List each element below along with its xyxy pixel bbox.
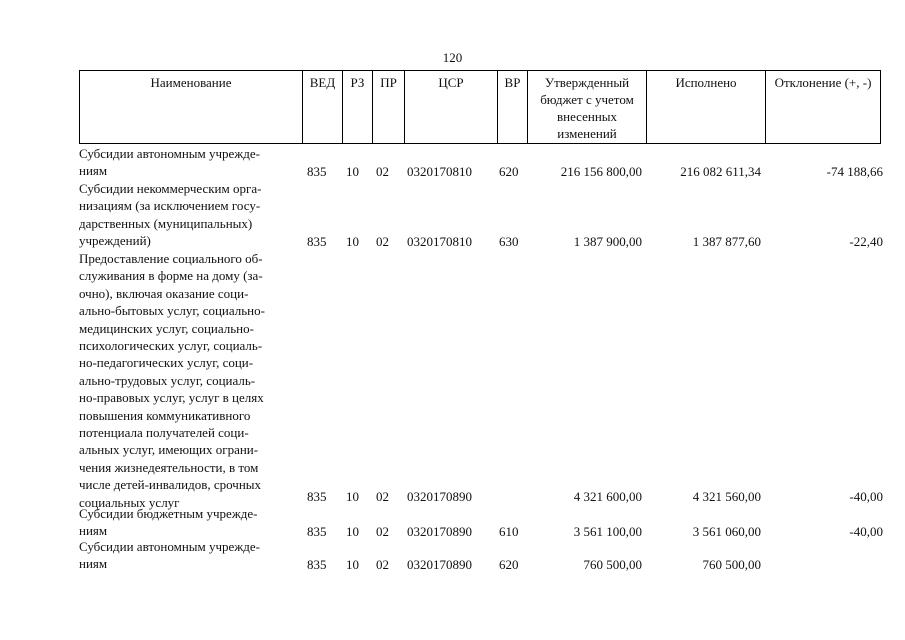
- row-budget: 216 156 800,00: [560, 163, 642, 179]
- row-rz: 10: [346, 163, 359, 179]
- row-name: Предоставление социального об- служивания в форме на дому (за- очно), включая оказание соци- ально-бытовых услуг, социально- медицинских услуг, социально- психологических услуг, социаль- но-педагогических услуг, соци- ально-трудовых услуг, социаль- но-правовых услуг, услуг в целях повышения коммуникативного потенциала получателей соци- альных услуг, имеющих ограни- чения жизнедеятельности, в том числе детей-инвалидов, срочных социальных услуг: [79, 251, 265, 510]
- row-csr: 0320170890: [407, 523, 472, 539]
- row-csr: 0320170810: [407, 233, 472, 249]
- table-row: [79, 250, 883, 510]
- header-vr: ВР: [498, 71, 528, 144]
- row-ved: 835: [307, 488, 327, 504]
- row-executed: 216 082 611,34: [680, 163, 761, 179]
- row-ved: 835: [307, 523, 327, 539]
- row-csr: 0320170890: [407, 556, 472, 572]
- header-name: Наименование: [80, 71, 303, 144]
- table-header: [79, 70, 881, 144]
- header-csr: ЦСР: [405, 71, 498, 144]
- header-executed: Исполнено: [647, 71, 766, 144]
- row-executed: 760 500,00: [702, 556, 761, 572]
- row-csr: 0320170890: [407, 488, 472, 504]
- row-budget: 760 500,00: [583, 556, 642, 572]
- header-pr: ПР: [373, 71, 405, 144]
- row-executed: 1 387 877,60: [692, 233, 761, 249]
- row-executed: 4 321 560,00: [692, 488, 761, 504]
- header-deviation: Отклонение (+, -): [766, 71, 881, 144]
- row-csr: 0320170810: [407, 163, 472, 179]
- row-pr: 02: [376, 163, 389, 179]
- row-ved: 835: [307, 163, 327, 179]
- row-ved: 835: [307, 233, 327, 249]
- row-vr: 620: [499, 556, 519, 572]
- row-pr: 02: [376, 523, 389, 539]
- row-budget: 4 321 600,00: [573, 488, 642, 504]
- row-deviation: -40,00: [849, 488, 883, 504]
- row-vr: 630: [499, 233, 519, 249]
- row-name: Субсидии бюджетным учрежде- ниям: [79, 506, 258, 539]
- table-row: [79, 145, 883, 180]
- row-budget: 1 387 900,00: [573, 233, 642, 249]
- row-deviation: -22,40: [849, 233, 883, 249]
- row-pr: 02: [376, 233, 389, 249]
- header-ved: ВЕД: [303, 71, 343, 144]
- table-header-row: [80, 71, 881, 144]
- row-name: Субсидии некоммерческим орга- низациям (за исключением госу- дарственных (муниципальных) учреждений): [79, 181, 262, 249]
- row-name: Субсидии автономным учрежде- ниям: [79, 539, 260, 572]
- row-pr: 02: [376, 556, 389, 572]
- row-rz: 10: [346, 233, 359, 249]
- page-number: 120: [442, 50, 463, 65]
- row-pr: 02: [376, 488, 389, 504]
- header-rz: РЗ: [343, 71, 373, 144]
- table-row: [79, 505, 883, 540]
- row-rz: 10: [346, 556, 359, 572]
- header-budget: Утвержденный бюджет с учетом внесенных изменений: [528, 71, 647, 144]
- row-ved: 835: [307, 556, 327, 572]
- table-row: [79, 538, 883, 573]
- row-deviation: -74 188,66: [826, 163, 883, 179]
- row-budget: 3 561 100,00: [573, 523, 642, 539]
- row-rz: 10: [346, 523, 359, 539]
- table-row: [79, 180, 883, 250]
- row-vr: 620: [499, 163, 519, 179]
- row-vr: 610: [499, 523, 519, 539]
- row-deviation: -40,00: [849, 523, 883, 539]
- row-name: Субсидии автономным учрежде- ниям: [79, 146, 260, 179]
- row-executed: 3 561 060,00: [692, 523, 761, 539]
- row-rz: 10: [346, 488, 359, 504]
